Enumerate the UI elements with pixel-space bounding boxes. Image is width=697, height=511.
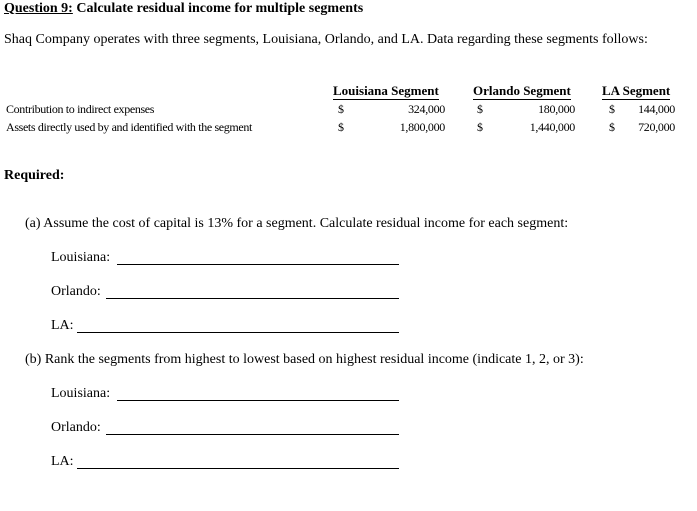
value-orlando-assets: 1,440,000 xyxy=(529,120,575,134)
currency-sign: $ xyxy=(609,120,615,134)
answer-b-orlando-label: Orlando: xyxy=(51,420,101,435)
part-b-question: (b) Rank the segments from highest to lowest based on highest residual income (indicate 1, 2, or 3): xyxy=(25,352,584,367)
value-orlando-contribution: 180,000 xyxy=(538,102,575,116)
currency-sign: $ xyxy=(338,102,344,116)
answer-a-orlando-blank[interactable] xyxy=(106,298,399,299)
row-label-contribution: Contribution to indirect expenses xyxy=(6,102,155,116)
intro-paragraph: Shaq Company operates with three segments, Louisiana, Orlando, and LA. Data regarding these segments follows: xyxy=(4,32,648,47)
header-orlando: Orlando Segment xyxy=(473,83,571,98)
currency-sign: $ xyxy=(338,120,344,134)
answer-a-orlando-label: Orlando: xyxy=(51,284,101,299)
answer-b-orlando-blank[interactable] xyxy=(106,434,399,435)
currency-sign: $ xyxy=(477,120,483,134)
answer-b-la-blank[interactable] xyxy=(77,468,399,469)
answer-b-la-label: LA: xyxy=(51,454,74,469)
header-la: LA Segment xyxy=(602,83,671,98)
value-la-assets: 720,000 xyxy=(638,120,675,134)
question-number: Question 9: xyxy=(4,1,73,16)
answer-a-la-label: LA: xyxy=(51,318,74,333)
answer-b-louisiana-label: Louisiana: xyxy=(51,386,111,401)
value-louisiana-contribution: 324,000 xyxy=(408,102,445,116)
question-heading: Calculate residual income for multiple segments xyxy=(72,1,364,16)
value-la-contribution: 144,000 xyxy=(638,102,675,116)
row-label-assets: Assets directly used by and identified with the segment xyxy=(6,120,253,134)
header-louisiana: Louisiana Segment xyxy=(333,83,439,98)
value-louisiana-assets: 1,800,000 xyxy=(399,120,445,134)
currency-sign: $ xyxy=(477,102,483,116)
answer-b-louisiana-blank[interactable] xyxy=(117,400,399,401)
answer-a-la-blank[interactable] xyxy=(77,332,399,333)
part-a-question: (a) Assume the cost of capital is 13% for a segment. Calculate residual income for each segment: xyxy=(25,216,569,231)
answer-a-louisiana-blank[interactable] xyxy=(117,264,399,265)
currency-sign: $ xyxy=(609,102,615,116)
answer-a-louisiana-label: Louisiana: xyxy=(51,250,111,265)
required-label: Required: xyxy=(4,168,65,183)
question-title xyxy=(4,1,363,17)
